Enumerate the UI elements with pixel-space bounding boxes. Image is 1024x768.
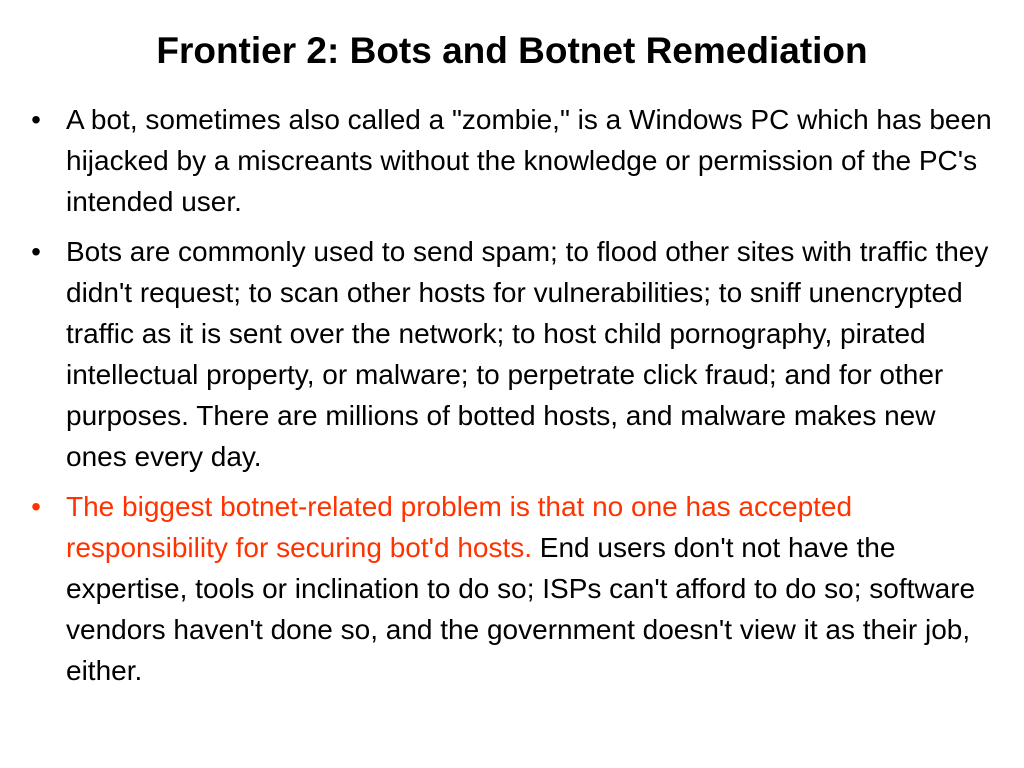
bullet-text: Bots are commonly used to send spam; to flood other sites with traffic they didn't request; to scan other hosts for vulnerabilities; to sniff unencrypted traffic as it is sent over the network; to host child pornography, pirated intellectual property, or malware; to perpetrate click fraud; and for other purposes. There are millions of botted hosts, and malware makes new ones every day. (66, 236, 989, 472)
bullet-icon: • (31, 104, 41, 135)
slide-title: Frontier 2: Bots and Botnet Remediation (156, 30, 868, 71)
bullet-list (26, 99, 1001, 700)
bullet-text: A bot, sometimes also called a "zombie," is a Windows PC which has been hijacked by a miscreants without the knowledge or permission of the PC's intended user. (66, 104, 992, 217)
bullet-icon: • (31, 236, 41, 267)
bullet-highlight-text: The biggest botnet-related problem is that no one has accepted responsibility for securing bot'd hosts. (66, 491, 853, 563)
bullet-item-1 (26, 99, 1001, 222)
bullet-text: End users don't not have the expertise, tools or inclination to do so; ISPs can't afford to do so; software vendors haven't done so, and the government doesn't view it as their job, either. (66, 532, 976, 686)
bullet-icon: • (31, 491, 41, 522)
bullet-item-2 (26, 231, 1001, 477)
bullet-item-3 (26, 486, 1001, 691)
